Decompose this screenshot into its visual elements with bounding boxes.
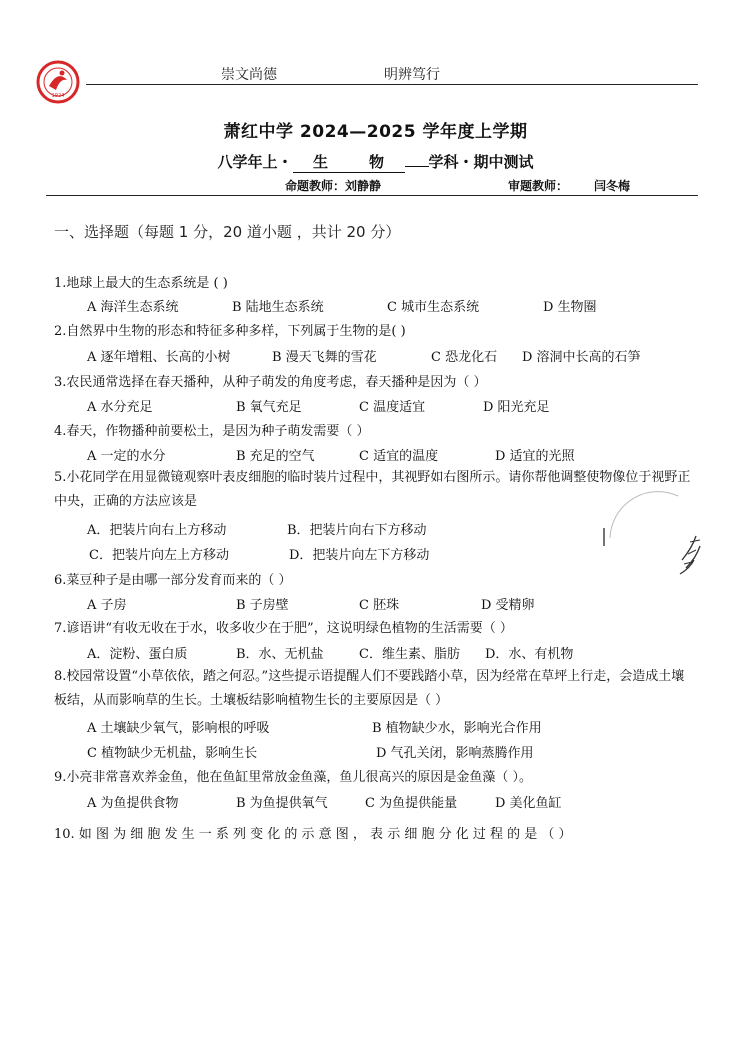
q5-option-a: A．把装片向右上方移动 (87, 523, 227, 538)
q2-option-b: B 漫天飞舞的雪花 (272, 350, 377, 365)
subject-blank-3 (405, 166, 429, 167)
subtitle-suffix: 学科・期中测试 (428, 153, 534, 171)
exam-subtitle (0, 151, 751, 173)
q6-option-b: B 子房壁 (236, 598, 289, 613)
question-3: 3.农民通常选择在春天播种，从种子萌发的角度考虑，春天播种是因为（ ） (54, 375, 487, 390)
question-1: 1.地球上最大的生态系统是 ( ) (54, 276, 228, 291)
title-rule (46, 195, 698, 196)
school-motto-right: 明辨笃行 (384, 67, 440, 83)
q6-option-a: A 子房 (87, 598, 127, 613)
q3-option-a: A 水分充足 (87, 400, 153, 415)
q9-option-c: C 为鱼提供能量 (365, 796, 458, 811)
reviewer-name: 闫冬梅 (594, 179, 631, 193)
question-5: 5.小花同学在用显微镜观察叶表皮细胞的临时装片过程中，其视野如右图所示。请你帮他调整使物像位于视野正中央，正确的方法应该是 (54, 470, 691, 509)
reviewer-label: 审题教师： (508, 179, 569, 193)
q7-option-c: C．维生素、脂肪 (359, 647, 460, 662)
q6-option-d: D 受精卵 (481, 598, 535, 613)
question-10: 10. 如 图 为 细 胞 发 生 一 系 列 变 化 的 示 意 图 ， 表 示 细 胞 分 化 过 程 的 是 （ ） (54, 827, 572, 842)
setter-teacher: 命题教师：刘静静 (285, 179, 382, 193)
q5-option-c: C．把装片向左上方移动 (89, 548, 229, 563)
q3-option-b: B 氧气充足 (236, 400, 302, 415)
q9-option-a: A 为鱼提供食物 (87, 796, 179, 811)
q3-option-d: D 阳光充足 (483, 400, 550, 415)
q4-option-b: B 充足的空气 (236, 449, 315, 464)
q4-option-d: D 适宜的光照 (495, 449, 575, 464)
q4-option-c: C 适宜的温度 (359, 449, 439, 464)
microscope-view-figure (600, 488, 710, 588)
header-rule (86, 84, 698, 85)
question-7: 7.谚语讲“有收无收在于水，收多收少在于肥”，这说明绿色植物的生活需要（ ） (54, 621, 513, 636)
section-title: 一、选择题（每题 1 分，20 道小题 ，共计 20 分） (54, 223, 401, 241)
svg-text:1924: 1924 (51, 93, 65, 99)
subtitle-prefix: 八学年上・ (217, 153, 293, 171)
question-8: 8.校园常设置“小草依依，踏之何忍。”这些提示语提醒人们不要践踏小草，因为经常在草坪上行走，会造成土壤板结，从而影响草的生长。土壤板结影响植物生长的主要原因是（ ） (54, 669, 685, 708)
q8-option-b: B 植物缺少水，影响光合作用 (372, 721, 542, 736)
q2-option-d: D 溶洞中长高的石笋 (522, 350, 641, 365)
q7-option-b: B．水、无机盐 (236, 647, 324, 662)
subject-blank-2: 物 (349, 151, 405, 173)
school-motto-left: 崇文尚德 (221, 67, 277, 83)
q8-option-c: C 植物缺少无机盐，影响生长 (87, 746, 258, 761)
exam-title: 萧红中学 2024—2025 学年度上学期 (223, 122, 528, 142)
q6-option-c: C 胚珠 (359, 598, 400, 613)
subject-blank-1: 生 (293, 151, 349, 173)
q5-option-b: B．把装片向右下方移动 (287, 523, 427, 538)
q7-option-a: A．淀粉、蛋白质 (87, 647, 188, 662)
q1-option-a: A 海洋生态系统 (87, 300, 179, 315)
q3-option-c: C 温度适宜 (359, 400, 426, 415)
q2-option-c: C 恐龙化石 (431, 350, 498, 365)
q5-option-d: D．把装片向左下方移动 (289, 548, 430, 563)
q7-option-d: D．水、有机物 (485, 647, 574, 662)
q9-option-b: B 为鱼提供氧气 (236, 796, 328, 811)
question-2: 2.自然界中生物的形态和特征多种多样，下列属于生物的是( ) (54, 324, 406, 339)
q8-option-a: A 土壤缺少氧气，影响根的呼吸 (87, 721, 270, 736)
question-6: 6.菜豆种子是由哪一部分发育而来的（ ） (54, 573, 292, 588)
question-9: 9.小亮非常喜欢养金鱼，他在鱼缸里常放金鱼藻，鱼儿很高兴的原因是金鱼藻（ ）。 (54, 770, 533, 785)
q4-option-a: A 一定的水分 (87, 449, 166, 464)
q8-option-d: D 气孔关闭，影响蒸腾作用 (376, 746, 534, 761)
q1-option-b: B 陆地生态系统 (232, 300, 324, 315)
q1-option-d: D 生物圈 (543, 300, 597, 315)
q2-option-a: A 逐年增粗、长高的小树 (87, 350, 231, 365)
question-4: 4.春天，作物播种前要松土，是因为种子萌发需要（ ） (54, 424, 370, 439)
q9-option-d: D 美化鱼缸 (495, 796, 562, 811)
q1-option-c: C 城市生态系统 (387, 300, 480, 315)
school-emblem-icon (36, 60, 80, 104)
